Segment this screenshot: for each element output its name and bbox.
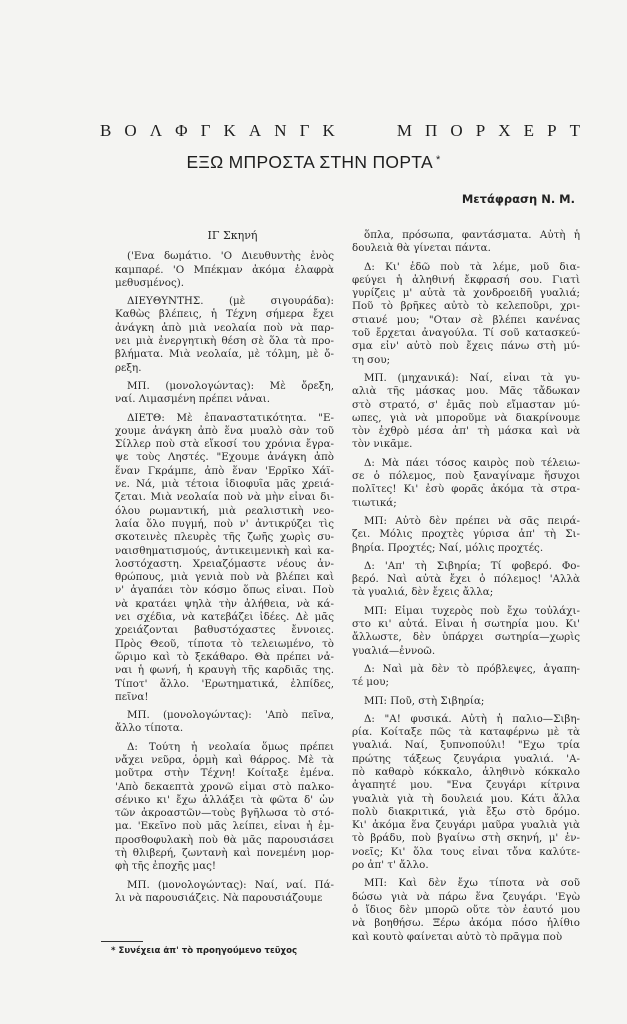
dialogue-paragraph [101,295,334,375]
text-line: Σίλλερ ποὺ στὰ εἴκοσί του χρόνια ἔγρα- [115,438,334,451]
text-line: ναί. Λιμασμένη πρέπει νἆναι. [115,393,270,406]
text-line: ἀνάγκη ἀπὸ μιὰ νεολαία ποὺ νὰ παρ- [115,321,334,334]
text-line: γυαλιὰ γιὰ τὴ δουλειά μου. Κάτι ἄλλα [352,792,580,805]
text-line: μοῦτρα στὴν Τέχνη! Κοίταξε ἐμένα. [115,767,334,780]
author-letter: Ο [450,121,463,140]
text-line: σκοτεινὲς πλευρὲς τῆς ζωῆς χωρὶς συ- [115,531,334,544]
author-letter: Μ [396,121,412,140]
text-line: ΜΠ: Εἶμαι τυχερὸς ποὺ ἔχω τοὐλάχι- [364,604,580,617]
text-line: Ποῦ τὸ βρῆκες αὐτὸ τὸ κελεποῦρι, χρι- [352,300,580,313]
text-line: λι νὰ παρουσιάζεις. Νὰ παρουσιάζουμε [115,891,323,904]
text-line: ψε τοὺς Ληστές. "Εχουμε ἀνάγκη ἀπὸ [115,451,334,464]
author-letter: Ο [124,121,137,140]
text-line: δουλειὰ θὰ γίνεται πάντα. [352,242,491,255]
text-line: βηρία. Προχτές; Ναί, μόλις προχτές. [352,541,544,554]
author-name [100,121,580,141]
text-line: ρο ἀπ' τ' ἄλλο. [352,859,429,872]
author-letter: Κ [322,121,335,140]
text-line: ΔΙΕΥΘΥΝΤΗΣ. (μὲ σιγουράδα): [127,295,334,308]
text-line: ν' ἀγαπάει τὸν κόσμο ὅπως εἶναι. Ποὺ [115,584,334,597]
dialogue-paragraph [338,663,580,690]
text-line: τιωτικά; [352,496,397,509]
text-line: τὸ βράδυ, ποὺ βγαίνω στὴ σκηνή, μ' ἐν- [352,832,580,845]
text-line: μεθυσμένος). [115,276,185,289]
translator-credit: Μετάφραση Ν. Μ. [461,192,575,206]
text-line: τῶν ἀκροαστῶν—τοὺς βγῆλωσα τὸ στό- [115,807,334,820]
text-line: φεύγει ἡ ἀληθινή ἔκφρασή σου. Γιατὶ [352,273,580,286]
text-line: τὰ γυαλιά, δὲν ἔχεις ἄλλα; [352,586,494,599]
text-line: τέ μου; [352,676,389,689]
text-line: Δ: "Α! φυσικά. Αὐτὴ ἡ παλιο—Σιβη- [364,712,580,725]
text-line: νὰ βοηθήσω. Ξέρω ἀκόμα πόσο ἠλίθιο [352,917,580,930]
play-title [0,152,627,173]
text-line: ὥριμο καὶ τὸ ξεκάθαρο. Θὰ πρέπει νἆ- [115,650,334,663]
text-line: ΜΠ. (μονολογώντας): Ναί, ναί. Πά- [127,878,334,891]
text-line: ὁ ἴδιος δὲν μπορῶ οὔτε τὸν ἑαυτό μου [352,903,580,916]
text-line: ΜΠ: Ποῦ, στὴ Σιβηρία; [364,694,485,707]
text-line: Δ: 'Απ' τὴ Σιβηρία; Τί φοβερό. Φο- [364,559,580,572]
footnote-text: Συνέχεια ἀπ' τὸ προηγούμενο τεῦχος [118,946,298,956]
dialogue-paragraph [338,560,580,600]
author-letter: Ρ [547,121,557,140]
footnote-marker: * [435,154,441,166]
text-line: πὸ καθαρὸ κόκκαλο, ἀληθινὸ κόκκαλο [352,765,580,778]
dialogue-paragraph [338,713,580,873]
footnote-divider [101,941,143,942]
dialogue-paragraph [338,229,580,256]
text-line: θρώπους, μιὰ γενιὰ ποὺ νὰ βλέπει καὶ [115,571,334,584]
text-line: τη σου; [352,353,391,366]
text-line: Κι' ἀκόμα ἕνα ζευγάρι μαῦρα γυαλιὰ γιὰ [352,819,580,832]
author-letter: Ε [523,121,534,140]
text-line: ζεται. Μιὰ νεολαία ποὺ νὰ μὴν εἶναι δι- [115,491,334,504]
text-line: Δ: Κι' ἐδῶ ποὺ τὰ λέμε, μοῦ δια- [364,260,580,273]
dialogue-paragraph [338,695,580,708]
text-line: πολὺ διακριτικά, γιὰ ἔξω στὸ δρόμο. [352,805,580,818]
author-letter: Τ [569,121,580,140]
author-letter: Κ [223,121,236,140]
author-letter: Λ [149,121,163,140]
text-line: τοῦ ἔρχεται ἀναγούλα. Τί σοῦ κατασκεύ- [352,327,580,340]
text-line: γυαλιά—ἐννοῶ. [352,644,436,657]
left-column [101,229,334,905]
text-line: προσθοφυλακὴ ποὺ θὰ μᾶς παρουσιάσει [115,833,334,846]
text-line: μα. 'Εκεῖνο ποὺ μᾶς λείπει, εἶναι ἡ ἐμ- [115,820,334,833]
dialogue-paragraph [101,380,334,407]
author-letter: Β [100,121,112,140]
right-column-text [338,229,580,944]
text-line: νει σχέδια, νὰ κατεβάζει ἰδέες. Δὲ μᾶς [115,611,334,624]
text-line: σένικο κι' ἔχω ἀλλάξει τὰ φῶτα δ' ὧν [115,793,334,806]
author-letter: Χ [498,121,511,140]
text-line: ρία. Κοίταξε πῶς τὰ καταφέρνω μὲ τὰ [352,726,580,739]
text-line: ΔΙΕΤΘ: Μὲ ἐπαναστατικότητα. "Ε- [127,411,334,424]
left-column-text [101,250,334,905]
text-line: ΜΠ: Αὐτὸ δὲν πρέπει νὰ σᾶς πειρά- [364,514,580,527]
text-line: γυρίζεις μ' αὐτὰ τὰ χονδροειδῆ γυαλιά; [352,287,580,300]
text-line: γυαλιά. Ναί, ξυπνοπούλι! "Εχω τρία [352,739,580,752]
dialogue-paragraph [101,709,334,736]
text-line: χουμε ἀνάγκη ἀπὸ ἕνα μυαλὸ σὰν τοῦ [115,424,334,437]
text-line: ΜΠ. (μονολογώντας): 'Απὸ πεῖνα, [127,709,334,722]
text-line: καὶ κουτὸ φαίνεται αὐτὸ τὸ πρᾶγμα ποὺ [352,930,563,943]
text-line: στο κι' αὐτά. Εἶναι ἡ σωτηρία μου. Κι' [352,618,580,631]
text-line: δώσω γιὰ νὰ πάρω ἕνα ζευγάρι. 'Εγὼ [352,890,580,903]
dialogue-paragraph [338,457,580,510]
text-line: τὴ θλιβερή, ζωντανὴ καὶ πονεμένη μορ- [115,847,334,860]
dialogue-paragraph [338,261,580,367]
text-line: νἄχει νεῦρα, ὁρμὴ καὶ θάρρος. Μὲ τὰ [115,753,334,766]
text-line: ἕναν Γκράμπε, ἀπὸ ἕναν 'Ερρῖκο Χάϊ- [115,464,334,477]
text-line: φὴ τῆς ἐποχῆς μας! [115,860,217,873]
text-line: σμα εἶν' αὐτὸ ποὺ ἔχεις πάνω στὴ μύ- [352,340,580,353]
text-line: ἀγαπητέ μου. "Ενα ζευγάρι κίτρινα [352,779,580,792]
text-line: Δ: Τούτη ἡ νεολαία ὅμως πρέπει [127,740,334,753]
text-line: ὅπλα, πρόσωπα, φαντάσματα. Αὐτὴ ἡ [364,229,580,241]
text-line: νοεῖς; Κι' ὅλα τους εἶναι τὄνα καλύτε- [352,845,580,858]
text-line: ναισθηματισμούς, ἀντικειμενικὴ καὶ κα- [115,544,334,557]
dialogue-paragraph [101,879,334,906]
text-line: καμπαρέ. 'Ο Μπέκμαν ἀκόμα ἐλαφρὰ [115,263,334,276]
text-line: Δ: Ναὶ μὰ δὲν τὸ πρόβλεψες, ἀγαπη- [364,662,580,675]
play-title-text: ΕΞΩ ΜΠΡΟΣΤΑ ΣΤΗΝ ΠΟΡΤΑ [186,152,433,172]
author-letter: Γ [299,121,310,140]
text-line: όλου ρωμαντική, μιὰ ρεαλιστικὴ νεο- [115,504,334,517]
text-line: Καθὼς βλέπεις, ἡ Τέχνη σήμερα ἔχει [115,308,334,321]
author-letter: Π [425,121,438,140]
text-line: νε. Νά, μιὰ τέτοια ἰδιοφυΐα μᾶς χρειά- [115,478,334,491]
text-line: νει μιὰ ἐνεργητικὴ θέση σὲ ὅλα τὰ προ- [115,335,334,348]
text-line: νὰ κρατάει ψηλὰ τὴν ἀλήθεια, νὰ κά- [115,597,334,610]
author-letter: Ρ [475,121,486,140]
dialogue-paragraph [338,515,580,555]
text-line: λαία ὅλο πυγμή, ποὺ ν' ἀντικρύζει τὶς [115,517,334,530]
text-line: τὸν νικᾶμε. [352,438,413,451]
footnote [101,946,336,956]
dialogue-paragraph [338,605,580,658]
text-line: τὸν ἐχθρὸ μέσα ἀπ' τὴ μάσκα καὶ νὰ [352,425,580,438]
text-line: ΜΠ. (μηχανικά): Ναί, εἶναι τὰ γυ- [364,371,580,384]
text-line: Τίποτ' ἄλλο. 'Ερωτηματικά, ἐλπίδες, [115,677,334,690]
text-line: ζει. Μόλις προχτὲς γύρισα ἀπ' τὴ Σι- [352,528,580,541]
text-line: ΜΠ: Καὶ δὲν ἔχω τίποτα νὰ σοῦ [364,877,580,890]
author-letter: Φ [175,121,188,140]
text-line: Δ: Μὰ πάει τόσος καιρὸς ποὺ τέλειω- [364,456,580,469]
text-line: 'Απὸ δεκαεπτὰ χρονῶ εἶμαι στὸ παλκο- [115,780,334,793]
text-line: σε ὁ πόλεμος, ποὺ ξαναγίναμε ἥσυχοι [352,470,580,483]
text-line: λοστόχαστη. Χρειαζόμαστε νέους ἀν- [115,557,334,570]
text-line: βερό. Ναὶ αὐτὰ ἔχει ὁ πόλεμος! 'Αλλὰ [352,573,580,586]
dialogue-paragraph [101,741,334,874]
text-line: Πρὸς Θεοῦ, τίποτα τὸ τελειωμένο, τὸ [115,637,334,650]
scene-heading: ΙΓ Σκηνή [207,229,258,242]
text-line: ΜΠ. (μονολογώντας): Μὲ ὄρεξη, [127,379,334,392]
right-column [338,229,580,944]
text-line: πρώτης τάξεως ζευγάρια γυαλιά. 'Α- [352,752,580,765]
author-letter: Γ [200,121,211,140]
text-line: αλιὰ τῆς μάσκας μου. Μᾶς τἄδωκαν [352,385,580,398]
text-line: ἄλλο τίποτα. [115,722,184,735]
dialogue-paragraph [101,412,334,705]
text-line: χρειάζονται βαθυστόχαστες ἔννοιες. [115,624,334,637]
footnote-marker: * [111,946,116,956]
text-line: πεῖνα! [115,690,149,703]
text-line: ('Ενα δωμάτιο. 'Ο Διευθυντὴς ἑνὸς [127,250,334,263]
dialogue-paragraph [338,372,580,452]
text-line: στιανέ μου; "Οταν σὲ βλέπει κανένας [352,313,580,326]
text-line: στὸ στρατό, σ' ἐμᾶς ποὺ εἴμασταν μύ- [352,398,580,411]
text-line: ἄλλωστε, δὲν ὑπάρχει σωτηρία—χωρὶς [352,631,580,644]
text-line: ρεξη. [115,361,142,374]
author-name-gap [348,121,384,141]
text-line: ωπες, γιὰ νὰ μποροῦμε νὰ διακρίνουμε [352,411,580,424]
text-line: πολῖτες! Κι' ἐσὺ φορᾶς ἀκόμα τὰ στρα- [352,483,580,496]
dialogue-paragraph [338,877,580,943]
dialogue-paragraph [101,250,334,290]
text-line: ναι ἡ φωνή, ἡ κραυγὴ τῆς καρδιᾶς της. [115,664,334,677]
text-line: βλήματα. Μιὰ νεολαία, μὲ τόλμη, μὲ ὄ- [115,348,334,361]
author-letter: Ν [274,121,287,140]
author-letter: Α [248,121,262,140]
